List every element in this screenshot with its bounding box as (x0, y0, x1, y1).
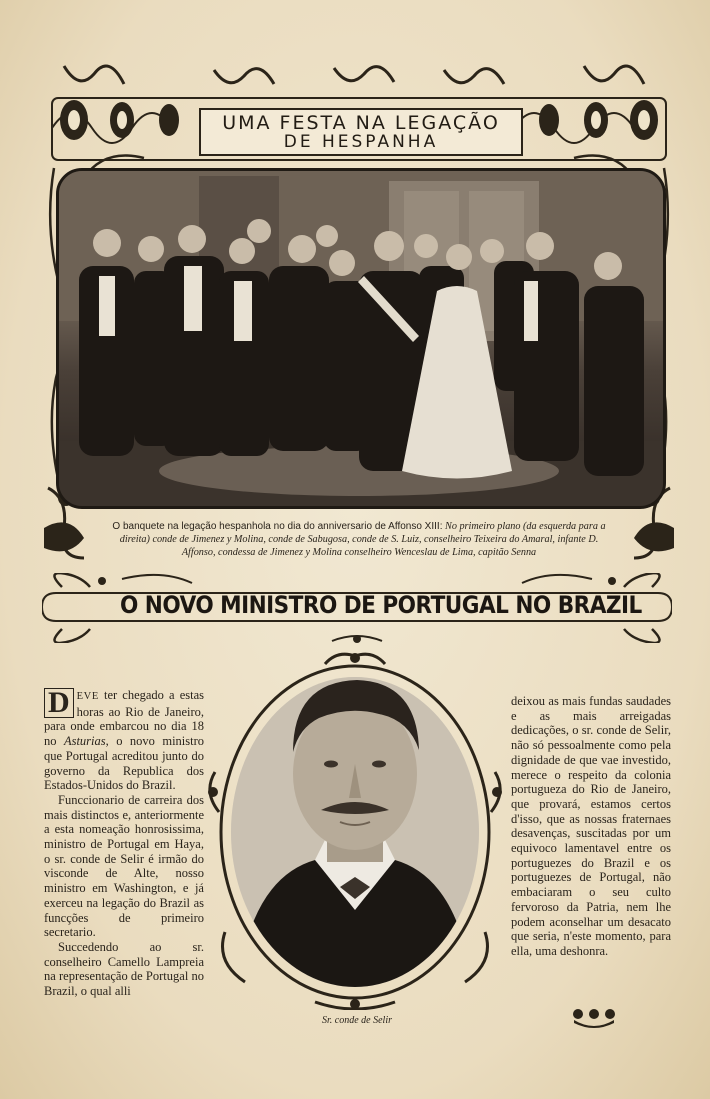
headline: O NOVO MINISTRO DE PORTUGAL NO BRAZIL (120, 591, 642, 619)
photo-caption (104, 520, 614, 559)
article-title-box (199, 108, 523, 156)
end-ornament-icon (570, 1006, 618, 1028)
paragraph-1-end: , o novo ministro que Portugal acreditou junto do governo da Republica dos Estados-Unidos do Brazil. (44, 734, 205, 793)
group-photograph-figures (59, 171, 663, 506)
paragraph-4: deixou as mais fundas saudades e as mais arreigadas dedicações, o sr. conde de Selir, não só pessoalmente como pela dignidade de que vae investido, merece o respeito da colonia portugueza do Rio de Janeiro, que provará, estamos certos d'isso, que as nossas fraternaes desavenças, suscitadas por um equivoco lamentavel entre os portuguezes do Brazil e os portuguezes de Portugal, não embaciaram o seu culto fervoroso da Patria, nem lhe podem aconselhar um desacato que seria, n'este momento, para ella, uma deshonra. (511, 694, 671, 958)
portrait-frame (205, 652, 505, 1010)
photo-caption-detail: No primeiro plano (da esquerda para a direita) conde de Jimenez y Molina, conde de Sabugosa, conde de S. Luiz, conselheiro Teixeira do Amaral, infante D. Affonso, condessa de Jimenez y Molina conselheiro Wenceslau de Lima, capitão Senna (119, 521, 606, 558)
photo-frame-ornament (44, 58, 674, 578)
title-line-2: DE HESPANHA (283, 132, 439, 152)
dropcap: D (44, 688, 74, 718)
portrait-caption: Sr. conde de Selir (322, 1015, 392, 1026)
article-column-right (511, 694, 671, 959)
photo-caption-lead: O banquete na legação hespanhola no dia do anniversario de Affonso XIII: (112, 521, 443, 532)
headline-banner (42, 573, 672, 643)
title-line-1: UMA FESTA NA LEGAÇÃO (222, 112, 500, 134)
paragraph-2: Funccionario de carreira dos mais distinctos e, anteriormente a esta nomeação honrosissima, ministro de Portugal em Haya, o sr. conde de Selir é irmão do visconde de Alte, nosso ministro em Washington, e já exerceu na legação do Brazil as funcções de primeiro secretario. (44, 792, 204, 940)
paragraph-1 (44, 688, 204, 793)
article-column-left (44, 688, 204, 999)
paragraph-1-text: ter chegado a estas horas ao Rio de Janeiro, para onde embarcou no dia 18 no (44, 688, 204, 749)
paragraph-3: Succedendo ao sr. conselheiro Camello Lampreia na representação de Portugal no Brazil, o qual alli (44, 939, 204, 999)
first-word-rest: EVE (76, 691, 99, 702)
ship-name: Asturias (63, 734, 106, 749)
portrait-graphic (205, 652, 505, 1010)
group-photograph (56, 168, 666, 509)
